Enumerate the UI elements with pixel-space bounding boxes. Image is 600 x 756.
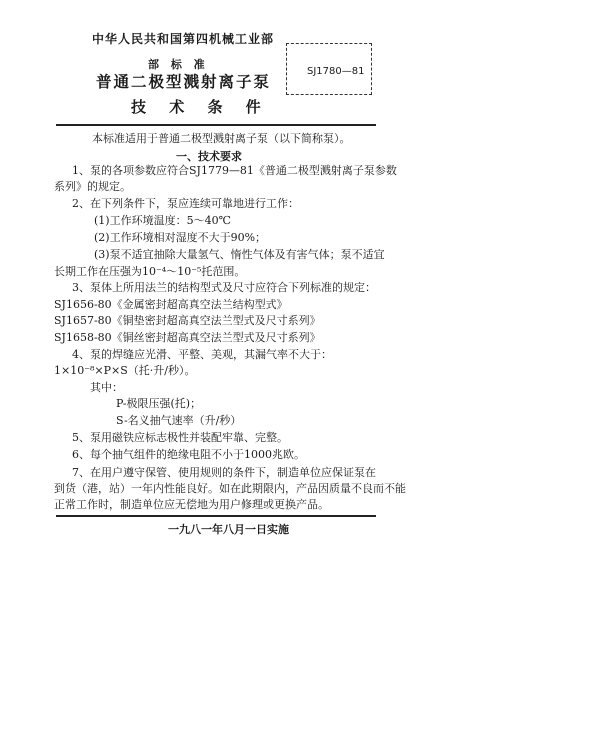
condition-3-line-1: (3)泵不适宜抽除大量氢气、惰性气体及有害气体；泵不适宜 [94,248,385,261]
condition-1: (1)工作环境温度：5～40℃ [94,214,231,227]
item-1-line-2: 系列》的规定。 [54,180,131,193]
leak-rate-formula: 1×10⁻⁸×P×S（托·升/秒）。 [54,364,196,377]
item-7-line-3: 正常工作时，制造单位应无偿地为用户修理或更换产品。 [54,498,329,511]
dept-standard-label: 部 标 准 [148,58,209,71]
condition-3-line-2: 长期工作在压强为10⁻⁴～10⁻⁵托范围。 [54,265,246,278]
item-5: 5、泵用磁铁应标志极性并装配牢靠、完整。 [72,431,288,444]
intro-text: 本标准适用于普通二极型溅射离子泵（以下简称泵）。 [92,132,351,145]
section-heading: 一、技术要求 [176,150,242,163]
condition-2: (2)工作环境相对湿度不大于90%； [94,231,267,244]
item-7-line-2: 到货（港，站）一年内性能良好。如在此期限内，产品因质量不良而不能 [54,482,406,495]
where-label: 其中： [90,381,123,394]
item-2: 2、在下列条件下，泵应连续可靠地进行工作： [72,197,299,210]
item-7-line-1: 7、在用户遵守保管、使用规则的条件下，制造单位应保证泵在 [72,466,376,479]
document-subtitle: 技 术 条 件 [131,98,270,116]
standard-ref-2: SJ1657-80《铜垫密封超高真空法兰型式及尺寸系列》 [54,314,321,327]
top-divider [56,124,376,126]
bottom-divider [56,515,376,517]
item-4: 4、泵的焊缝应光滑、平整、美观，其漏气率不大于： [72,348,332,361]
ministry-name: 中华人民共和国第四机械工业部 [92,32,275,46]
item-1-line-1: 1、泵的各项参数应符合SJ1779—81《普通二极型溅射离子泵参数 [72,164,397,177]
standard-ref-1: SJ1656-80《金属密封超高真空法兰结构型式》 [54,298,288,311]
definition-s: S-名义抽气速率（升/秒） [116,414,242,427]
item-6: 6、每个抽气组件的绝缘电阻不小于1000兆欧。 [72,448,305,461]
document-title: 普通二极型溅射离子泵 [96,73,272,91]
standard-ref-3: SJ1658-80《铜丝密封超高真空法兰型式及尺寸系列》 [54,331,321,344]
standard-code: SJ1780—81 [307,66,365,77]
effective-date: 一九八一年八月一日实施 [168,523,289,536]
definition-p: P-极限压强(托)； [116,397,202,410]
item-3: 3、泵体上所用法兰的结构型式及尺寸应符合下列标准的规定： [72,281,376,294]
